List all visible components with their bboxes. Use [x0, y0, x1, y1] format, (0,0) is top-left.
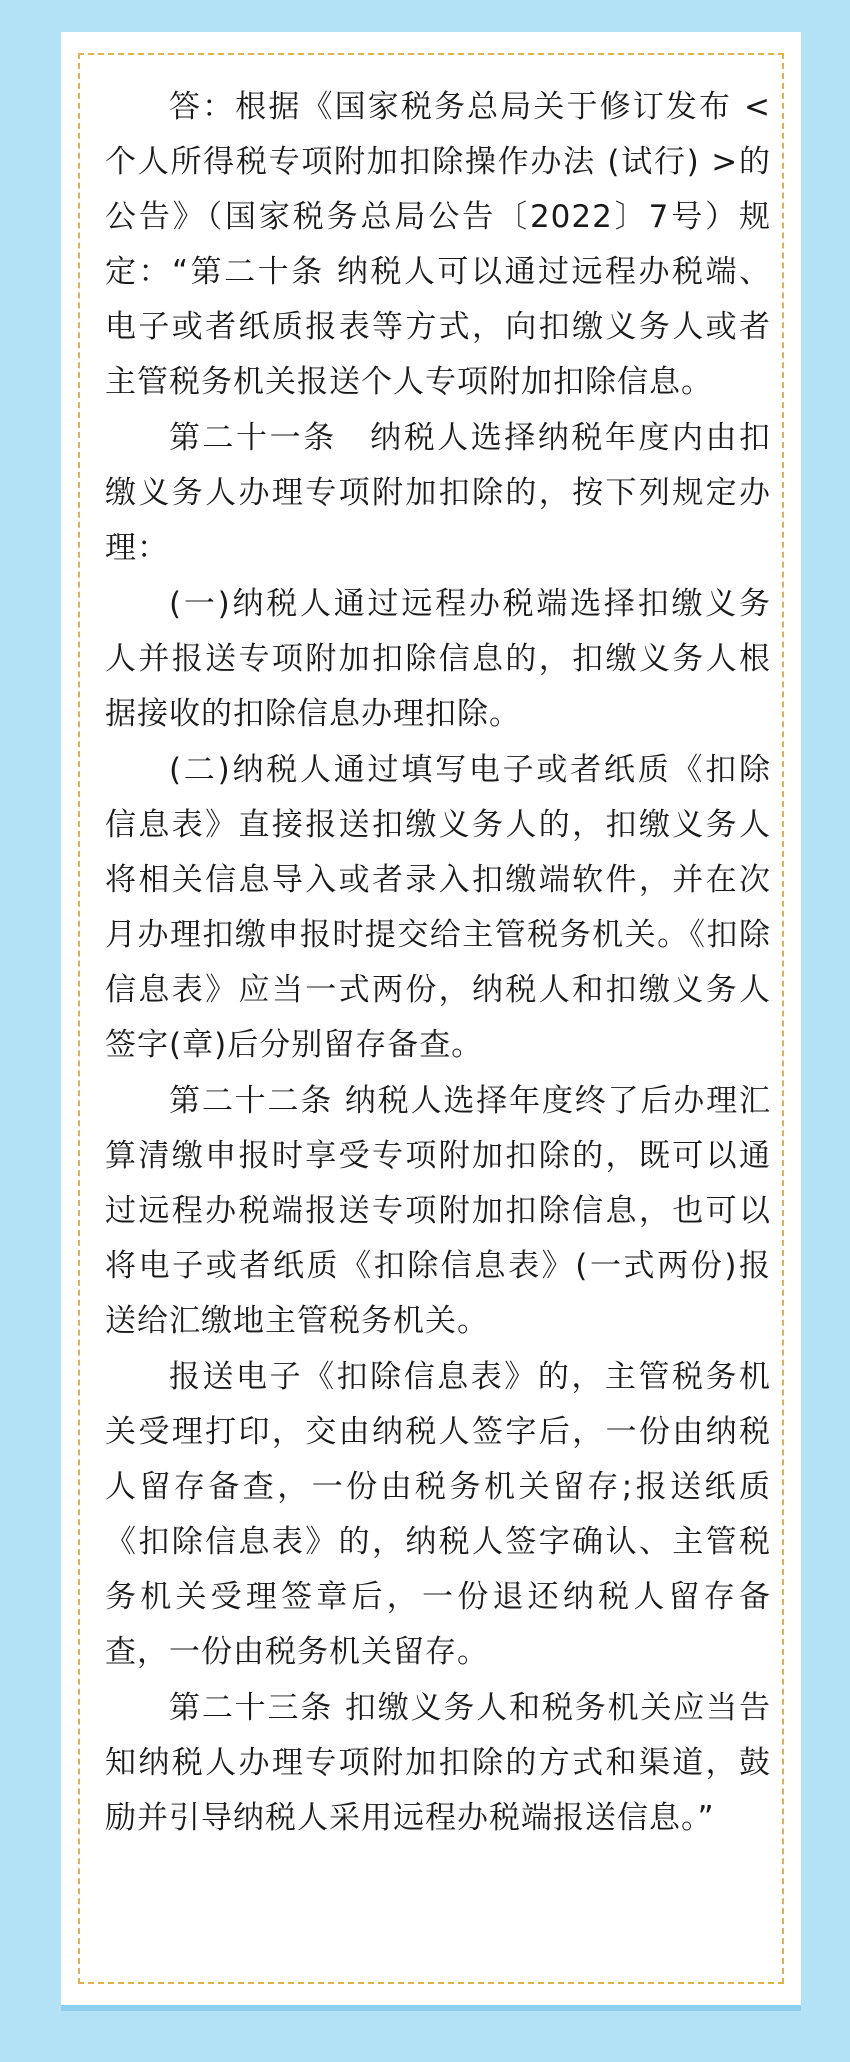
paragraph-article-21-item-1: (一)纳税人通过远程办税端选择扣缴义务人并报送专项附加扣除信息的，扣缴义务人根据接收的扣除信息办理扣除。	[105, 586, 771, 732]
paragraph-article-22: 第二十二条 纳税人选择年度终了后办理汇算清缴申报时享受专项附加扣除的，既可以通过远程办税端报送专项附加扣除信息，也可以将电子或者纸质《扣除信息表》(一式两份)报送给汇缴地主管税务机关。	[105, 1083, 771, 1339]
paragraph-article-22-detail: 报送电子《扣除信息表》的，主管税务机关受理打印，交由纳税人签字后，一份由纳税人留存备查，一份由税务机关留存;报送纸质《扣除信息表》的，纳税人签字确认、主管税务机关受理签章后，一份退还纳税人留存备查，一份由税务机关留存。	[105, 1359, 771, 1670]
content-card	[61, 32, 801, 2005]
article-body	[105, 80, 771, 1847]
paragraph-article-21: 第二十一条 纳税人选择纳税年度内由扣缴义务人办理专项附加扣除的，按下列规定办理：	[105, 420, 771, 566]
paragraph-answer-intro: 答：根据《国家税务总局关于修订发布 <个人所得税专项附加扣除操作办法 (试行) >的公告》（国家税务总局公告〔2022〕7号）规定：“第二十条 纳税人可以通过远程办税端、电子或者纸质报表等方式，向扣缴义务人或者主管税务机关报送个人专项附加扣除信息。	[105, 89, 771, 400]
paragraph-article-21-item-2: (二)纳税人通过填写电子或者纸质《扣除信息表》直接报送扣缴义务人的，扣缴义务人将相关信息导入或者录入扣缴端软件，并在次月办理扣缴申报时提交给主管税务机关。《扣除信息表》应当一式两份，纳税人和扣缴义务人签字(章)后分别留存备查。	[105, 752, 771, 1063]
paragraph-article-23: 第二十三条 扣缴义务人和税务机关应当告知纳税人办理专项附加扣除的方式和渠道，鼓励并引导纳税人采用远程办税端报送信息。”	[105, 1690, 771, 1836]
